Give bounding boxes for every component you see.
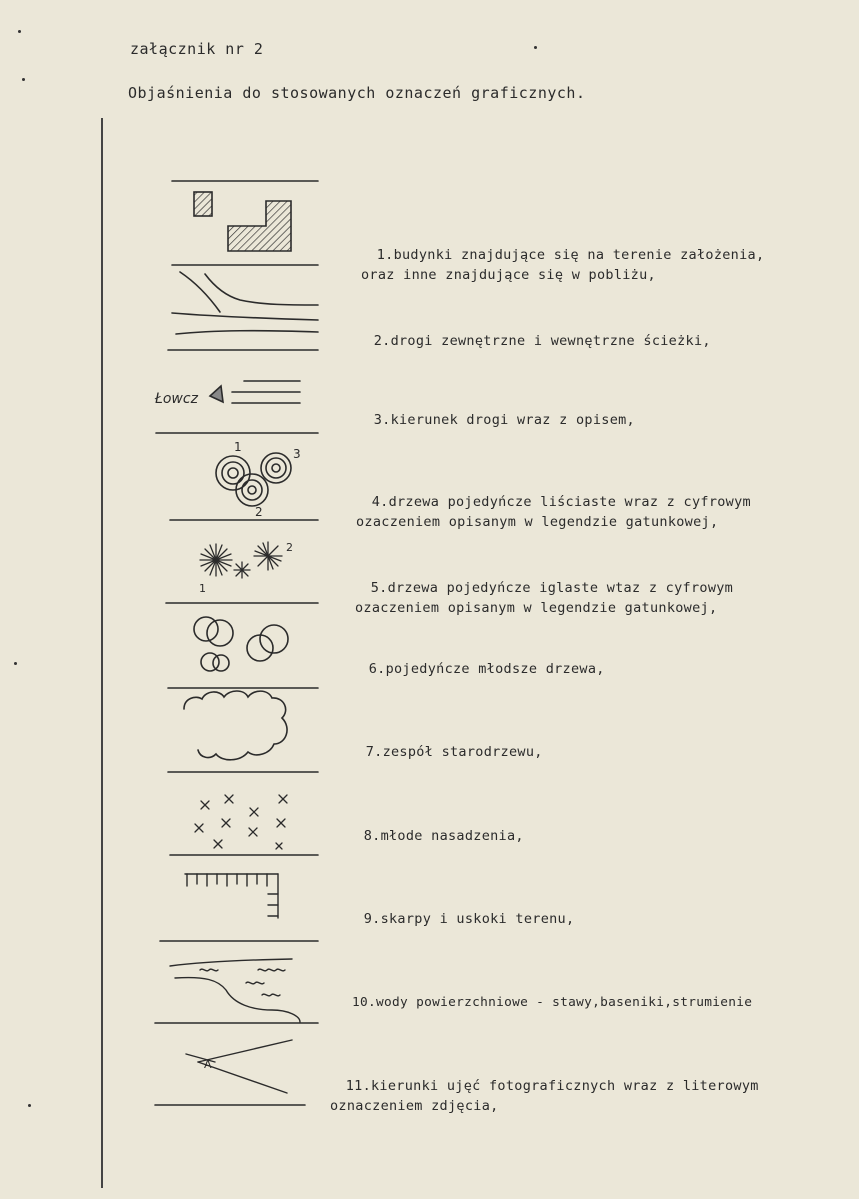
tree-number: 1 bbox=[234, 440, 242, 454]
legend-text-line: 3.kierunek drogi wraz z opisem, bbox=[373, 412, 635, 428]
legend-text-line: 7.zespół starodrzewu, bbox=[365, 744, 543, 760]
legend-item-slopes bbox=[330, 889, 574, 949]
photo-letter: A bbox=[204, 1058, 212, 1071]
page-title: Objaśnienia do stosowanych oznaczeń graficznych. bbox=[128, 84, 586, 102]
legend-text-line: ozaczeniem opisanym w legendzie gatunkowej, bbox=[355, 600, 718, 616]
legend-text-line: 9.skarpy i uskoki terenu, bbox=[363, 911, 575, 927]
legend-text-line: 1.budynki znajdujące się na terenie założenia, bbox=[376, 247, 765, 263]
annex-label: załącznik nr 2 bbox=[130, 40, 264, 58]
legend-item-surface-waters bbox=[320, 973, 752, 1033]
legend-text-line: 2.drogi zewnętrzne i wewnętrzne ścieżki, bbox=[373, 333, 711, 349]
legend-text-line: 10.wody powierzchniowe - stawy,baseniki,strumienie bbox=[352, 995, 753, 1010]
road-direction-symbol bbox=[154, 381, 300, 407]
legend-item-photo-directions bbox=[312, 1056, 759, 1156]
young-trees-symbol bbox=[194, 617, 288, 671]
tree-number: 2 bbox=[255, 505, 263, 519]
legend-item-young-trees bbox=[335, 639, 605, 699]
legend-text-line: ozaczeniem opisanym w legendzie gatunkowej, bbox=[356, 514, 719, 530]
legend-text-line: 8.młode nasadzenia, bbox=[363, 828, 524, 844]
legend-item-deciduous-trees bbox=[338, 472, 751, 572]
conifer-trees-symbol bbox=[199, 541, 293, 595]
buildings-symbol bbox=[194, 192, 291, 251]
road-direction-label: Łowcz bbox=[155, 391, 198, 407]
legend-text-line: 4.drzewa pojedyńcze liściaste wraz z cyfrowym bbox=[371, 494, 751, 510]
young-plantings-symbol bbox=[195, 795, 287, 849]
legend-item-buildings bbox=[343, 225, 764, 325]
legend-text-line: 6.pojedyńcze młodsze drzewa, bbox=[368, 661, 605, 677]
deciduous-trees-symbol bbox=[216, 440, 301, 519]
legend-text-line: 5.drzewa pojedyńcze iglaste wtaz z cyfrowym bbox=[370, 580, 734, 596]
photo-directions-symbol bbox=[186, 1040, 292, 1093]
legend-item-old-trees bbox=[332, 722, 543, 782]
legend-item-roads bbox=[340, 311, 711, 371]
legend-item-road-direction bbox=[340, 390, 635, 450]
legend-text-line: 11.kierunki ujęć fotograficznych wraz z literowym bbox=[345, 1078, 759, 1094]
surface-waters-symbol bbox=[170, 959, 300, 1022]
legend-text-line: oznaczeniem zdjęcia, bbox=[330, 1098, 499, 1114]
old-trees-group-symbol bbox=[184, 691, 287, 760]
conifer-number: 2 bbox=[286, 541, 293, 554]
tree-number: 3 bbox=[293, 447, 301, 461]
conifer-number: 1 bbox=[199, 582, 206, 595]
legend-item-young-plantings bbox=[330, 806, 524, 866]
roads-symbol bbox=[172, 272, 318, 334]
legend-text-line: oraz inne znajdujące się w pobliżu, bbox=[361, 267, 656, 283]
slopes-symbol bbox=[185, 874, 278, 918]
